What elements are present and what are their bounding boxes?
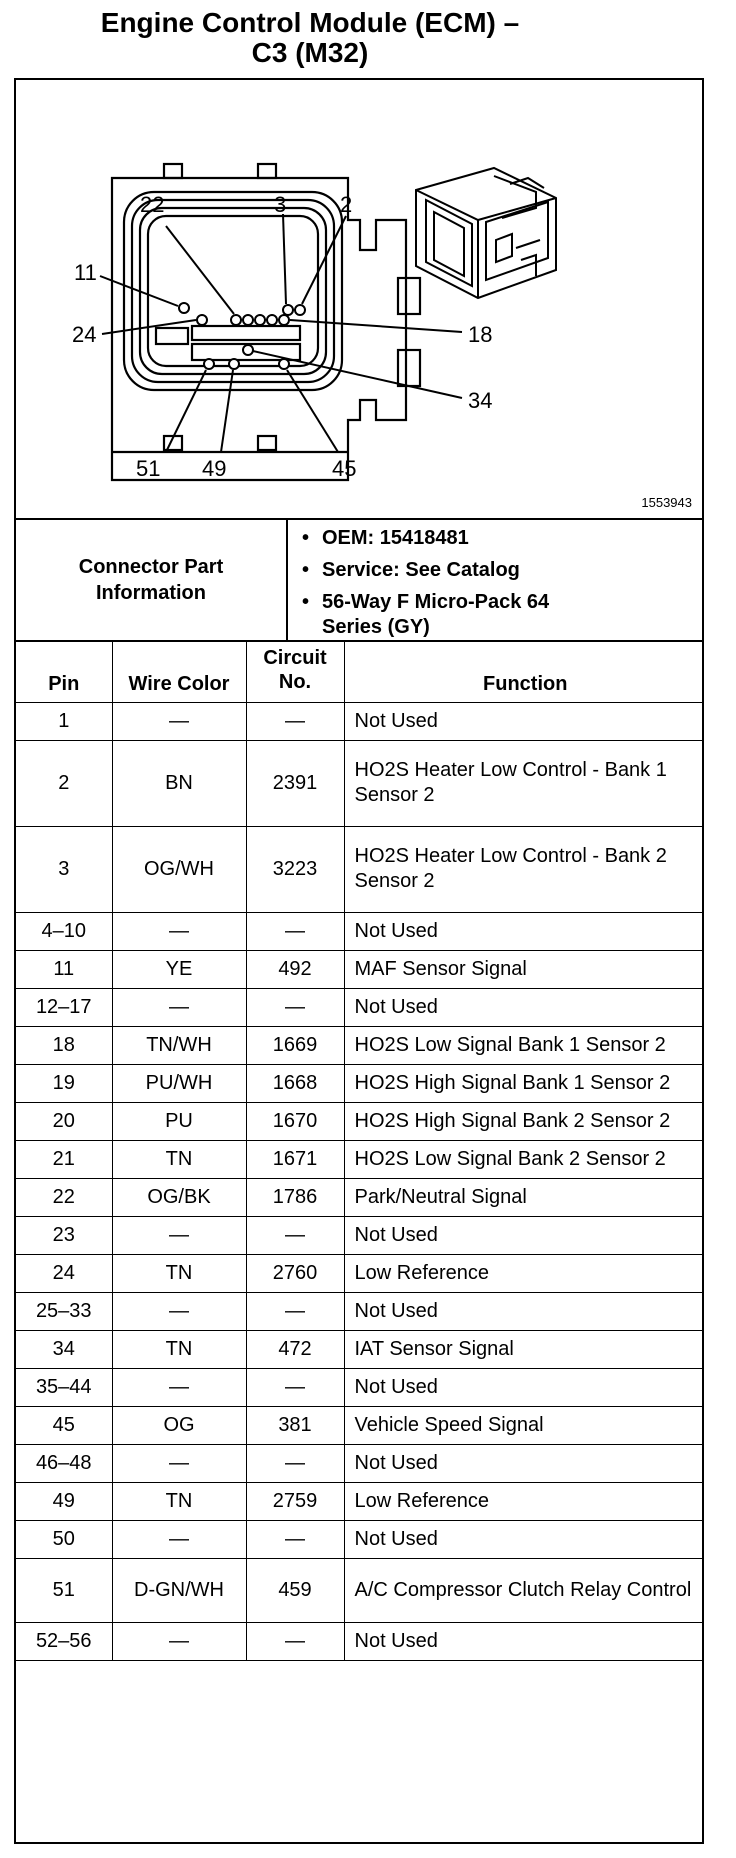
pin-cell: 24: [16, 1254, 112, 1292]
table-header-row: [16, 642, 702, 702]
function-cell: Low Reference: [344, 1254, 702, 1292]
circuit-cell: —: [246, 1292, 344, 1330]
function-cell: Vehicle Speed Signal: [344, 1406, 702, 1444]
wire-color-cell: D-GN/WH: [112, 1558, 246, 1622]
leader-2: [302, 216, 346, 304]
wire-color-cell: TN: [112, 1140, 246, 1178]
function-cell: Low Reference: [344, 1482, 702, 1520]
function-cell: A/C Compressor Clutch Relay Control: [344, 1558, 702, 1622]
table-row: [16, 1622, 702, 1660]
circuit-cell: 459: [246, 1558, 344, 1622]
pinout-table: [16, 642, 702, 1661]
wire-color-cell: —: [112, 988, 246, 1026]
circuit-cell: —: [246, 1368, 344, 1406]
wire-color-cell: PU: [112, 1102, 246, 1140]
wire-color-cell: OG/BK: [112, 1178, 246, 1216]
circuit-cell: 3223: [246, 826, 344, 912]
callout-45: 45: [332, 456, 357, 481]
table-row: [16, 1102, 702, 1140]
function-cell: Not Used: [344, 1292, 702, 1330]
pin-cell: 3: [16, 826, 112, 912]
pin-cell: 23: [16, 1216, 112, 1254]
circuit-cell: —: [246, 912, 344, 950]
circuit-cell: 2759: [246, 1482, 344, 1520]
callout-3: 3: [274, 192, 287, 217]
pin-cell: 12–17: [16, 988, 112, 1026]
pin-cell: 18: [16, 1026, 112, 1064]
part-info-label: Connector Part Information: [16, 520, 288, 640]
wire-color-cell: —: [112, 1216, 246, 1254]
function-cell: Not Used: [344, 1622, 702, 1660]
figure-number: 1553943: [641, 495, 692, 510]
wire-color-cell: TN: [112, 1482, 246, 1520]
callout-34: 34: [468, 388, 493, 413]
pin-cell: 25–33: [16, 1292, 112, 1330]
table-row: [16, 1254, 702, 1292]
wire-color-cell: —: [112, 702, 246, 740]
header-pin: Pin: [16, 642, 112, 702]
callout-24: 24: [72, 322, 97, 347]
callout-18: 18: [468, 322, 493, 347]
connector-sheet: [14, 78, 704, 1844]
wire-color-cell: BN: [112, 740, 246, 826]
function-cell: Not Used: [344, 1368, 702, 1406]
circuit-cell: 472: [246, 1330, 344, 1368]
pin-cell: 11: [16, 950, 112, 988]
part-info-oem: • OEM: 15418481: [322, 526, 702, 551]
table-row: [16, 1406, 702, 1444]
callout-51: 51: [136, 456, 161, 481]
pin-cell: 4–10: [16, 912, 112, 950]
wire-color-cell: —: [112, 1444, 246, 1482]
part-info-type: • 56-Way F Micro-Pack 64 Series (GY): [322, 590, 602, 640]
circuit-cell: 1670: [246, 1102, 344, 1140]
circuit-cell: —: [246, 988, 344, 1026]
table-row: [16, 1026, 702, 1064]
part-info-service: • Service: See Catalog: [322, 558, 702, 583]
circuit-cell: 2391: [246, 740, 344, 826]
table-row: [16, 1140, 702, 1178]
pin-cell: 21: [16, 1140, 112, 1178]
function-cell: HO2S High Signal Bank 1 Sensor 2: [344, 1064, 702, 1102]
table-row: [16, 826, 702, 912]
function-cell: MAF Sensor Signal: [344, 950, 702, 988]
circuit-cell: —: [246, 702, 344, 740]
table-row: [16, 1368, 702, 1406]
function-cell: Not Used: [344, 988, 702, 1026]
wire-color-cell: TN: [112, 1330, 246, 1368]
page-title: [0, 8, 620, 68]
table-row: [16, 1330, 702, 1368]
table-row: [16, 1482, 702, 1520]
wire-color-cell: TN: [112, 1254, 246, 1292]
leader-22: [166, 226, 234, 314]
wire-color-cell: —: [112, 1368, 246, 1406]
header-function: Function: [344, 642, 702, 702]
leader-3: [283, 214, 286, 304]
pin-cell: 1: [16, 702, 112, 740]
callout-22: 22: [140, 192, 165, 217]
table-row: [16, 702, 702, 740]
callout-2: 2: [340, 192, 353, 217]
circuit-cell: —: [246, 1520, 344, 1558]
circuit-cell: 492: [246, 950, 344, 988]
function-cell: Park/Neutral Signal: [344, 1178, 702, 1216]
pin-cell: 49: [16, 1482, 112, 1520]
table-row: [16, 1216, 702, 1254]
function-cell: HO2S Heater Low Control - Bank 2 Sensor 2: [344, 826, 702, 912]
circuit-cell: 1671: [246, 1140, 344, 1178]
pin-cell: 19: [16, 1064, 112, 1102]
circuit-cell: 1668: [246, 1064, 344, 1102]
function-cell: Not Used: [344, 1520, 702, 1558]
wire-color-cell: PU/WH: [112, 1064, 246, 1102]
circuit-cell: —: [246, 1216, 344, 1254]
pin-cell: 2: [16, 740, 112, 826]
wire-color-cell: —: [112, 1292, 246, 1330]
pin-cell: 46–48: [16, 1444, 112, 1482]
pin-cell: 22: [16, 1178, 112, 1216]
table-row: [16, 1444, 702, 1482]
table-row: [16, 950, 702, 988]
table-row: [16, 988, 702, 1026]
circuit-cell: —: [246, 1622, 344, 1660]
function-cell: IAT Sensor Signal: [344, 1330, 702, 1368]
wire-color-cell: —: [112, 912, 246, 950]
wire-color-cell: TN/WH: [112, 1026, 246, 1064]
header-circuit-no: Circuit No.: [246, 642, 344, 702]
part-info-details: [288, 520, 702, 640]
function-cell: Not Used: [344, 1216, 702, 1254]
pin-cell: 45: [16, 1406, 112, 1444]
header-wire-color: Wire Color: [112, 642, 246, 702]
function-cell: HO2S Heater Low Control - Bank 1 Sensor 2: [344, 740, 702, 826]
wire-color-cell: YE: [112, 950, 246, 988]
table-row: [16, 1520, 702, 1558]
connector-part-information: [16, 520, 702, 642]
table-row: [16, 740, 702, 826]
table-row: [16, 1064, 702, 1102]
function-cell: HO2S Low Signal Bank 2 Sensor 2: [344, 1140, 702, 1178]
connector-drawing: [16, 80, 702, 520]
table-row: [16, 912, 702, 950]
function-cell: HO2S High Signal Bank 2 Sensor 2: [344, 1102, 702, 1140]
circuit-cell: 381: [246, 1406, 344, 1444]
pin-cell: 20: [16, 1102, 112, 1140]
pin-cell: 35–44: [16, 1368, 112, 1406]
circuit-cell: 1669: [246, 1026, 344, 1064]
table-row: [16, 1178, 702, 1216]
circuit-cell: 1786: [246, 1178, 344, 1216]
callout-49: 49: [202, 456, 227, 481]
function-cell: Not Used: [344, 702, 702, 740]
connector-3d-view: [416, 168, 556, 298]
circuit-cell: —: [246, 1444, 344, 1482]
title-line-1: Engine Control Module (ECM) –: [100, 7, 520, 38]
wire-color-cell: —: [112, 1622, 246, 1660]
wire-color-cell: OG/WH: [112, 826, 246, 912]
function-cell: HO2S Low Signal Bank 1 Sensor 2: [344, 1026, 702, 1064]
title-line-2: C3 (M32): [251, 37, 369, 68]
pin-cell: 52–56: [16, 1622, 112, 1660]
circuit-cell: 2760: [246, 1254, 344, 1292]
pin-cell: 34: [16, 1330, 112, 1368]
callout-11: 11: [74, 260, 97, 285]
function-cell: Not Used: [344, 1444, 702, 1482]
leader-18: [290, 320, 462, 332]
connector-diagram: [16, 80, 702, 520]
table-row: [16, 1558, 702, 1622]
pin-cell: 50: [16, 1520, 112, 1558]
function-cell: Not Used: [344, 912, 702, 950]
pin-cell: 51: [16, 1558, 112, 1622]
table-row: [16, 1292, 702, 1330]
wire-color-cell: —: [112, 1520, 246, 1558]
wire-color-cell: OG: [112, 1406, 246, 1444]
